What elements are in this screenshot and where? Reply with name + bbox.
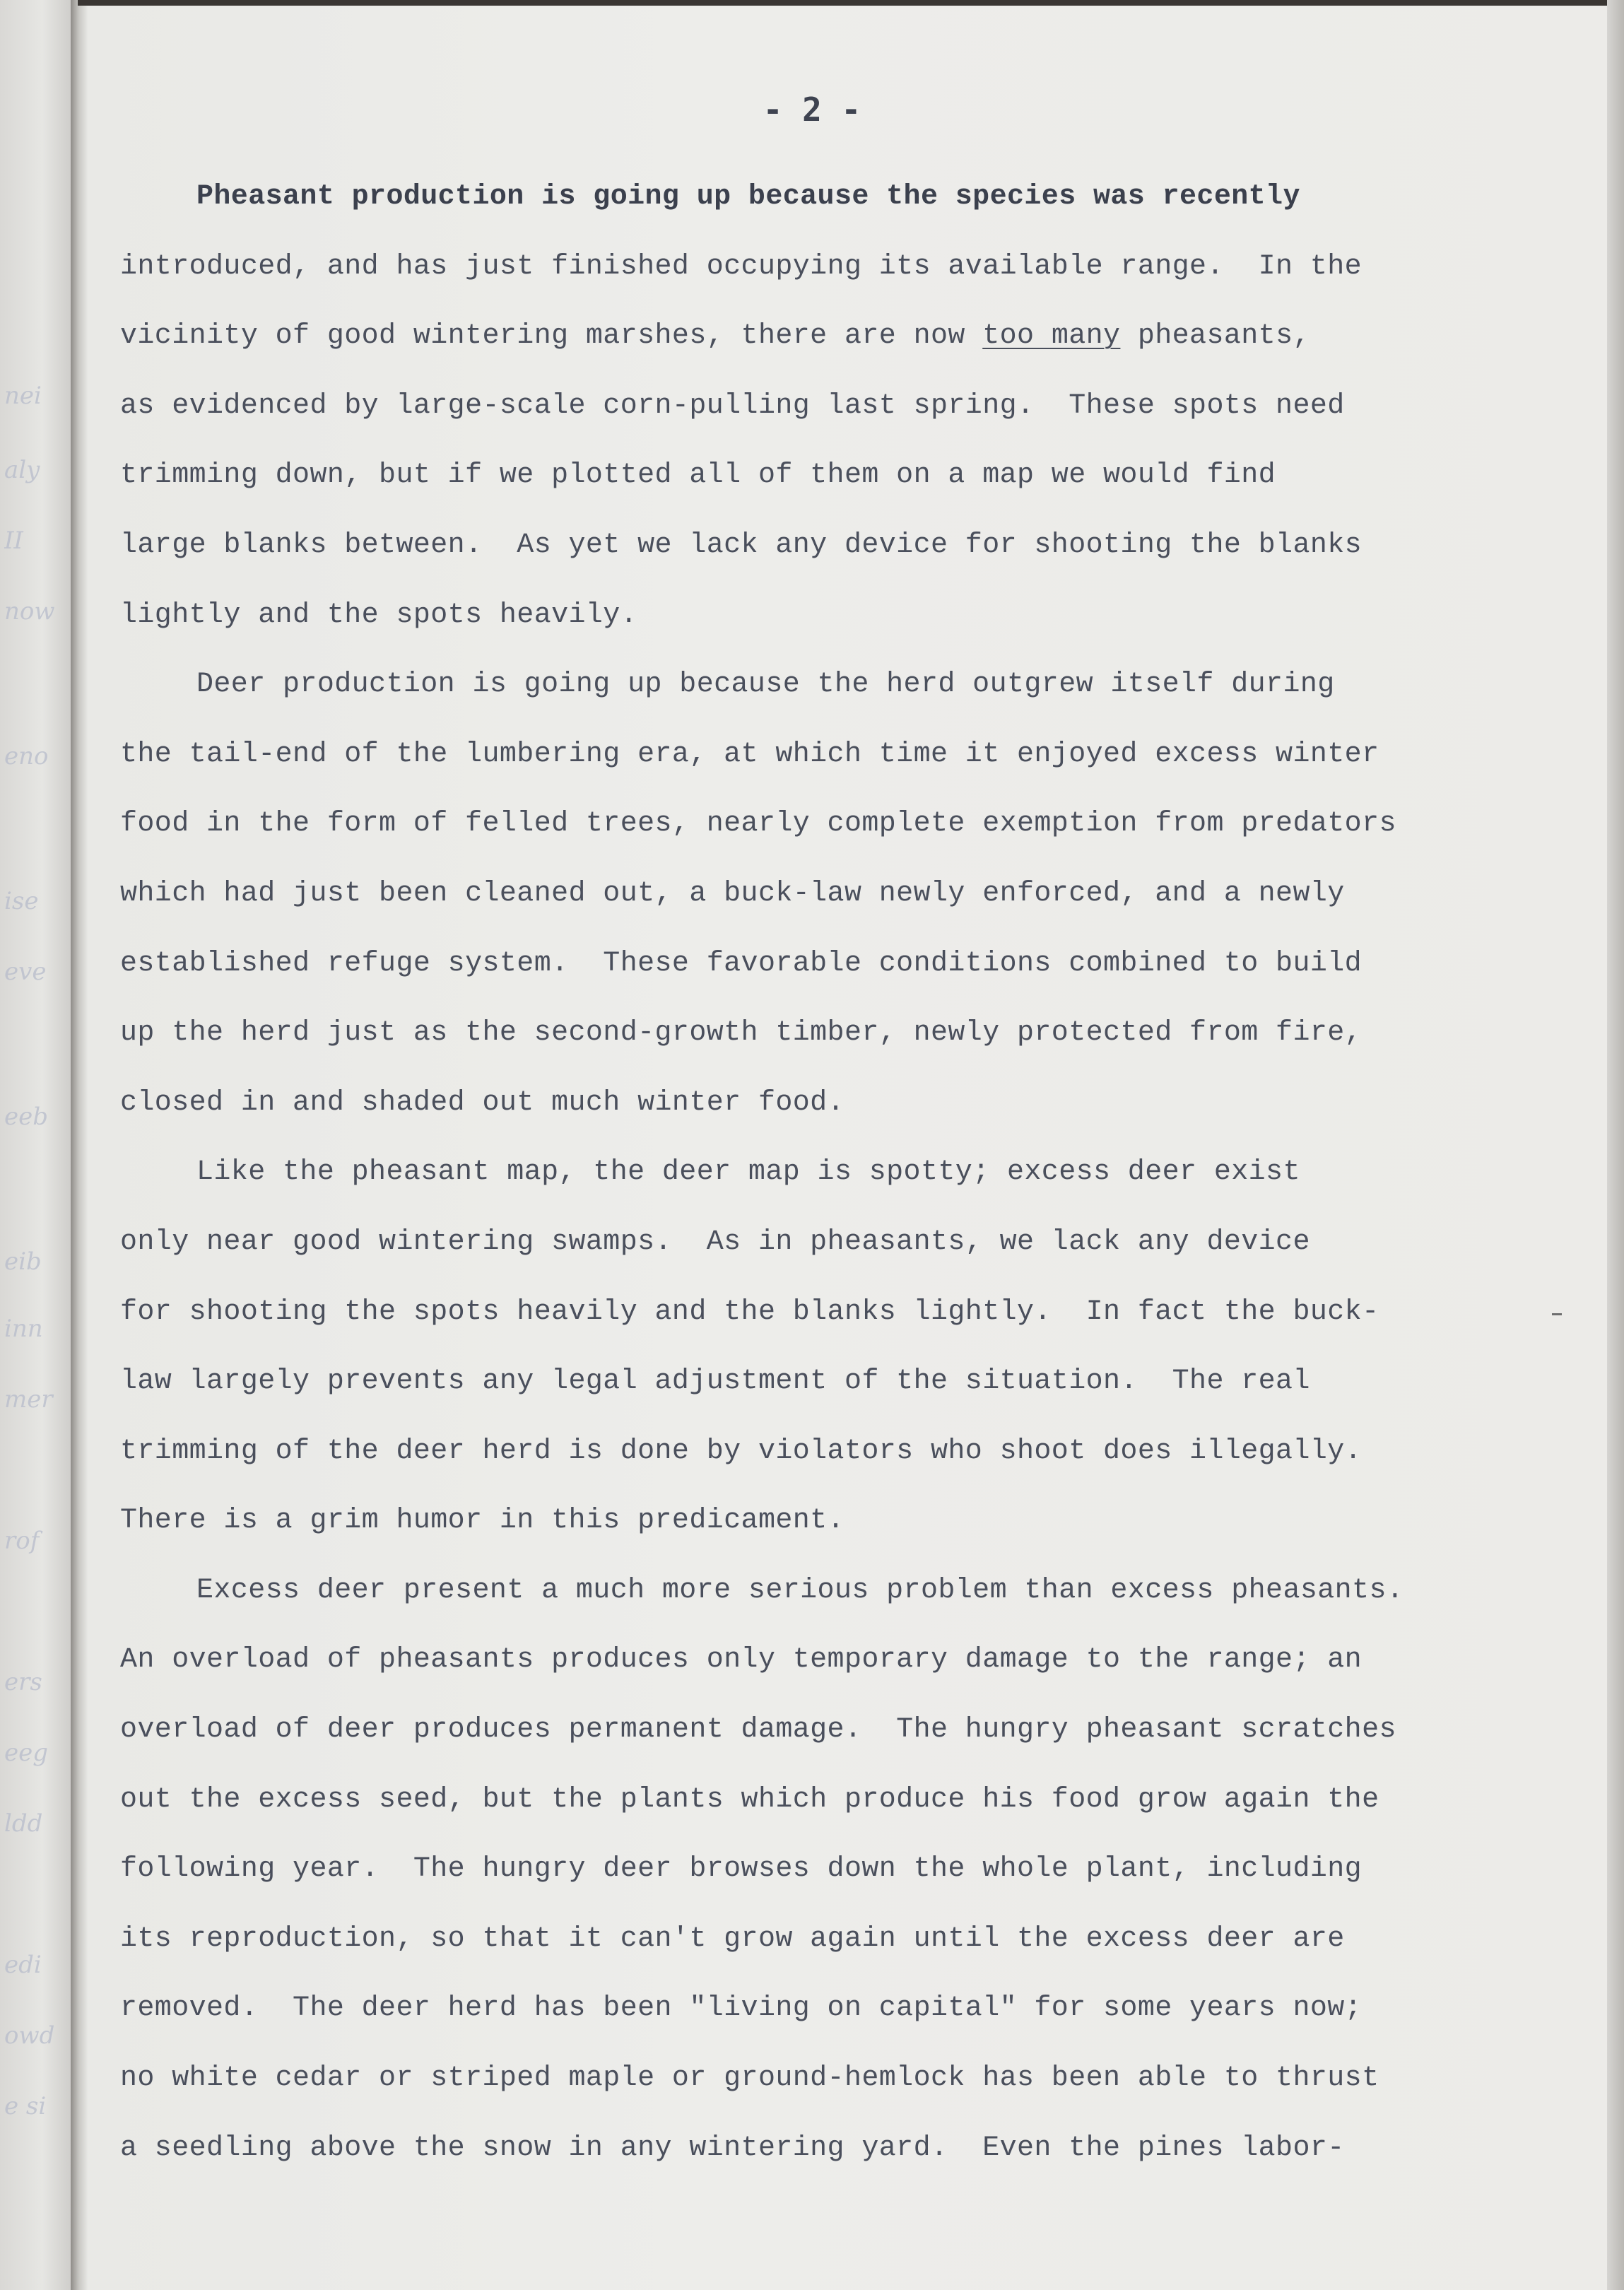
facing-page-fragment: rof	[4, 1527, 40, 1555]
scan-border	[78, 0, 1624, 6]
facing-page-fragment: eve	[4, 958, 47, 986]
facing-page-fragment: eib	[4, 1247, 42, 1276]
text-line: food in the form of felled trees, nearly complete exemption from predators	[120, 808, 1396, 840]
facing-page-fragment: eeb	[4, 1103, 49, 1131]
text-line: trimming down, but if we plotted all of them on a map we would find	[120, 459, 1276, 492]
facing-page-fragment: II	[4, 527, 23, 555]
facing-page-fragment: edi	[4, 1951, 42, 1979]
text-line: lightly and the spots heavily.	[120, 599, 638, 631]
text-line: following year. The hungry deer browses down the whole plant, including	[120, 1853, 1363, 1886]
text-line: Deer production is going up because the herd outgrew itself during	[196, 669, 1335, 701]
text-line: Pheasant production is going up because the species was recently	[196, 181, 1300, 213]
facing-page-fragment: ldd	[4, 1809, 43, 1838]
facing-page-fragment: nei	[4, 382, 42, 410]
text-line: Excess deer present a much more serious problem than excess pheasants.	[196, 1574, 1404, 1607]
text-line: closed in and shaded out much winter food.	[120, 1086, 845, 1119]
text-line: a seedling above the snow in any wintering yard. Even the pines labor-	[120, 2132, 1345, 2164]
facing-page-fragment: eeg	[4, 1739, 49, 1767]
text-line: only near good wintering swamps. As in pheasants, we lack any device	[120, 1226, 1310, 1258]
text-line: law largely prevents any legal adjustment of the situation. The real	[120, 1366, 1310, 1398]
text-line: as evidenced by large-scale corn-pulling last spring. These spots need	[120, 389, 1345, 422]
facing-page-edge	[0, 0, 71, 2290]
text-line: out the excess seed, but the plants which produce his food grow again the	[120, 1783, 1379, 1816]
text-line	[120, 302, 1541, 372]
stray-mark	[1552, 1313, 1562, 1315]
facing-page-fragment: e si	[4, 2092, 47, 2120]
text-segment: vicinity of good wintering marshes, there are now	[120, 320, 983, 353]
facing-page-fragment: mer	[4, 1385, 53, 1414]
underlined-emphasis: too many	[982, 320, 1121, 353]
text-line: no white cedar or striped maple or ground-hemlock has been able to thrust	[120, 2062, 1379, 2095]
text-line: removed. The deer herd has been "living on capital" for some years now;	[120, 1992, 1363, 2025]
book-gutter	[71, 0, 88, 2290]
text-line: An overload of pheasants produces only temporary damage to the range; an	[120, 1644, 1363, 1677]
facing-page-fragment: now	[4, 597, 55, 626]
text-line: Like the pheasant map, the deer map is spotty; excess deer exist	[196, 1156, 1300, 1189]
facing-page-fragment: eno	[4, 742, 49, 770]
facing-page-fragment: owd	[4, 2021, 55, 2050]
text-line: the tail-end of the lumbering era, at which time it enjoyed excess winter	[120, 738, 1379, 770]
text-segment: pheasants,	[1120, 320, 1310, 353]
page-edge	[1607, 0, 1624, 2290]
text-line: its reproduction, so that it can't grow again until the excess deer are	[120, 1922, 1345, 1955]
facing-page-fragment: ise	[4, 887, 39, 915]
page-number: - 2 -	[763, 90, 861, 129]
facing-page-fragment: ers	[4, 1668, 42, 1696]
text-line: large blanks between. As yet we lack any device for shooting the blanks	[120, 529, 1363, 561]
text-line: overload of deer produces permanent damage. The hungry pheasant scratches	[120, 1714, 1396, 1746]
text-line: up the herd just as the second-growth timber, newly protected from fire,	[120, 1017, 1363, 1050]
text-line: established refuge system. These favorable conditions combined to build	[120, 947, 1363, 980]
text-line: which had just been cleaned out, a buck-law newly enforced, and a newly	[120, 877, 1345, 910]
facing-page-fragment: aly	[4, 456, 40, 484]
body-text	[120, 163, 1541, 2183]
facing-page-fragment: inn	[4, 1315, 43, 1343]
text-line: for shooting the spots heavily and the blanks lightly. In fact the buck-	[120, 1296, 1379, 1328]
text-line: There is a grim humor in this predicament.	[120, 1505, 845, 1537]
typewritten-page	[88, 6, 1607, 2290]
text-line: introduced, and has just finished occupying its available range. In the	[120, 250, 1363, 283]
text-line: trimming of the deer herd is done by violators who shoot does illegally.	[120, 1435, 1363, 1467]
